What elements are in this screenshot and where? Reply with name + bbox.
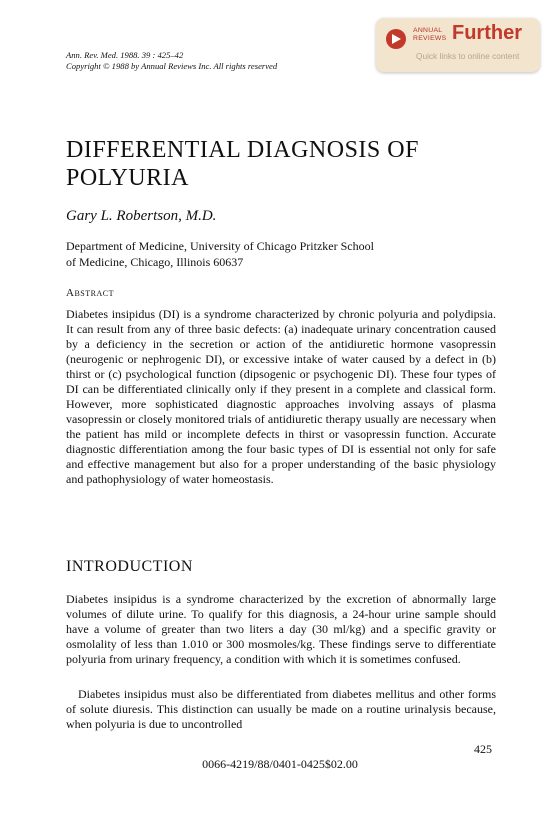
abstract-heading: Abstract — [66, 287, 114, 299]
introduction-paragraph-1: Diabetes insipidus is a syndrome characterized by the excretion of abnormally large volumes of dilute urine. To qualify for this diagnosis, a 24-hour urine sample should have a volume of greater than two liters a day (30 ml/kg) and a specific gravity or osmolality of less than 1.010 or 300 mosmoles/kg. These findings serve to differentiate polyuria from urinary frequency, a condition with which it is sometimes confused. — [66, 592, 496, 666]
introduction-heading: INTRODUCTION — [66, 558, 193, 575]
affiliation-line-2: of Medicine, Chicago, Illinois 60637 — [66, 255, 244, 269]
author-affiliation — [66, 238, 506, 270]
footer-code: 0066-4219/88/0401-0425$02.00 — [202, 757, 358, 771]
introduction-paragraph-2: Diabetes insipidus must also be differentiated from diabetes mellitus and other forms of solute diuresis. This distinction can usually be made on a routine urinalysis because, when polyuria is due to uncontrolled — [66, 687, 496, 731]
play-icon — [386, 29, 406, 49]
badge-brand — [413, 27, 446, 43]
badge-subtitle: Quick links to online content — [416, 51, 520, 61]
citation-line-1: Ann. Rev. Med. 1988. 39 : 425–42 — [66, 50, 184, 60]
abstract-text: Diabetes insipidus (DI) is a syndrome characterized by chronic polyuria and polydipsia. It can result from any of three basic defects: (a) inadequate urinary concentration caused by a deficiency in the secretion or action of the antidiuretic hormone vasopressin (neurogenic or nephrogenic DI), or excessive intake of water caused by a defect in (b) thirst or (c) psychological function (dipsogenic or psychogenic DI). These four types of DI can be differentiated clinically only if they present in a complete and classical form. However, more sophisticated diagnostic approaches involving assays of plasma vasopressin or closely monitored trials of antidiuretic therapy usually are necessary when the patient has mild or incomplete defects in thirst or vasopressin function. Accurate diagnostic differentiation among the four basic types of DI is essential not only for safe and effective management but also for a proper understanding of the basic physiology and pathophysiology of water homeostasis. — [66, 307, 496, 486]
affiliation-line-1: Department of Medicine, University of Chicago Pritzker School — [66, 239, 374, 253]
citation-line-2: Copyright © 1988 by Annual Reviews Inc. All rights reserved — [66, 61, 278, 71]
badge-further-label: Further — [452, 22, 522, 44]
article-title-line-1: DIFFERENTIAL DIAGNOSIS OF — [66, 137, 419, 163]
article-title-line-2: POLYURIA — [66, 165, 189, 191]
article-title — [66, 136, 506, 192]
annual-reviews-further-badge[interactable] — [376, 18, 540, 72]
page-number: 425 — [474, 742, 492, 756]
badge-brand-line-1: ANNUAL — [413, 27, 443, 34]
article-author: Gary L. Robertson, M.D. — [66, 208, 217, 224]
journal-citation — [66, 50, 277, 72]
badge-brand-line-2: REVIEWS — [413, 35, 447, 42]
